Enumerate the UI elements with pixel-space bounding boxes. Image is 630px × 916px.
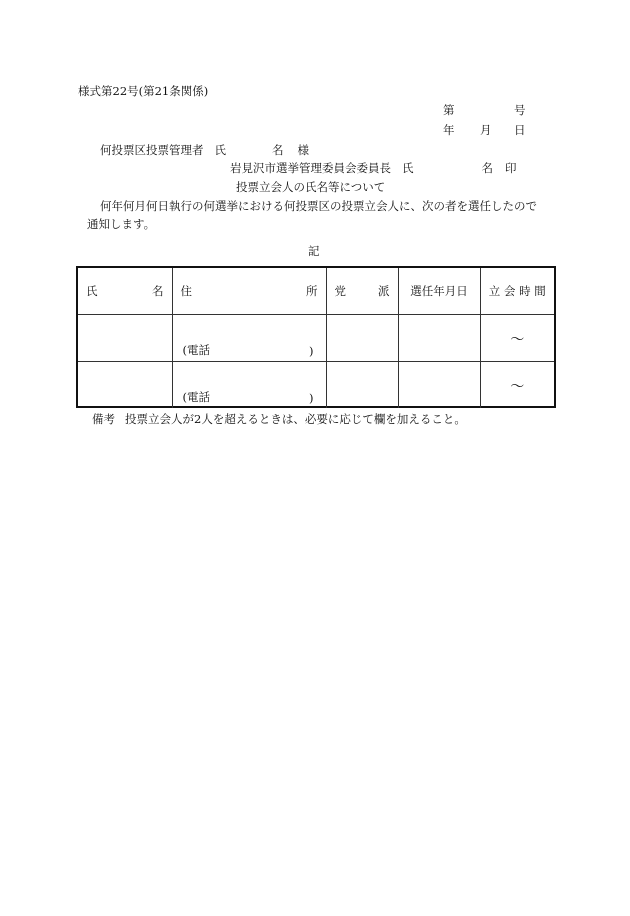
header-name-char-1: 氏 [86,283,98,298]
cell-party[interactable] [326,361,398,408]
table-row [78,361,554,408]
body-text-line-2: 通知します。 [87,217,156,231]
header-name-char-2: 名 [152,283,164,298]
header-party [326,268,398,314]
tel-open-label: (電話 [182,390,210,404]
table-header-row [78,268,554,314]
header-party-char-1: 党 [334,283,346,298]
date-month-label: 月 [480,123,492,137]
addressee-title: 何投票区投票管理者 [100,143,204,157]
cell-party[interactable] [326,314,398,361]
header-address-char-1: 住 [180,283,192,298]
time-range-tilde: ～ [510,331,525,348]
sender-title: 岩見沢市選挙管理委員会委員長 [230,161,391,175]
subject-line: 投票立会人の氏名等について [236,180,386,194]
witness-table [76,266,556,408]
cell-attendance-time[interactable] [480,314,554,361]
addressee-line [100,143,309,157]
sender-name-label-1: 氏 [401,161,414,175]
time-range-tilde: ～ [510,378,525,395]
cell-address[interactable] [172,314,326,361]
sender-line [230,161,516,175]
cell-name[interactable] [78,314,172,361]
remarks-text: 投票立会人が2人を超えるときは、必要に応じて欄を加えること。 [125,412,466,426]
seal-mark: 印 [504,161,517,175]
body-text-line-1: 何年何月何日執行の何選挙における何投票区の投票立会人に、次の者を選任したので [100,199,537,213]
remarks-label: 備考 [92,412,115,426]
date-day-label: 日 [514,123,526,137]
addressee-name-label-1: 氏 [214,143,226,157]
form-title: 様式第22号(第21条関係) [78,84,209,98]
remarks-note [92,412,466,426]
header-attendance-time: 立 会 時 間 [480,268,554,314]
addressee-name-label-2: 名 [271,143,284,157]
addressee-honorific: 様 [297,143,309,157]
header-appointed-date: 選任年月日 [398,268,480,314]
cell-attendance-time[interactable] [480,361,554,408]
document-number-prefix: 第 [443,103,455,117]
cell-appointed-date[interactable] [398,314,480,361]
tel-close-paren: ) [309,343,314,358]
header-name [78,268,172,314]
date-year-label: 年 [443,123,455,137]
cell-appointed-date[interactable] [398,361,480,408]
table-row [78,314,554,361]
cell-address[interactable] [172,361,326,408]
document-number-suffix: 号 [514,103,526,117]
tel-open-label: (電話 [182,342,210,357]
ki-heading: 記 [308,244,320,258]
header-party-char-2: 派 [378,283,390,298]
sender-name-label-2: 名 [481,161,493,175]
header-address-char-2: 所 [306,283,318,298]
header-address [172,268,326,314]
tel-close-paren: ) [309,391,314,405]
cell-name[interactable] [78,361,172,408]
